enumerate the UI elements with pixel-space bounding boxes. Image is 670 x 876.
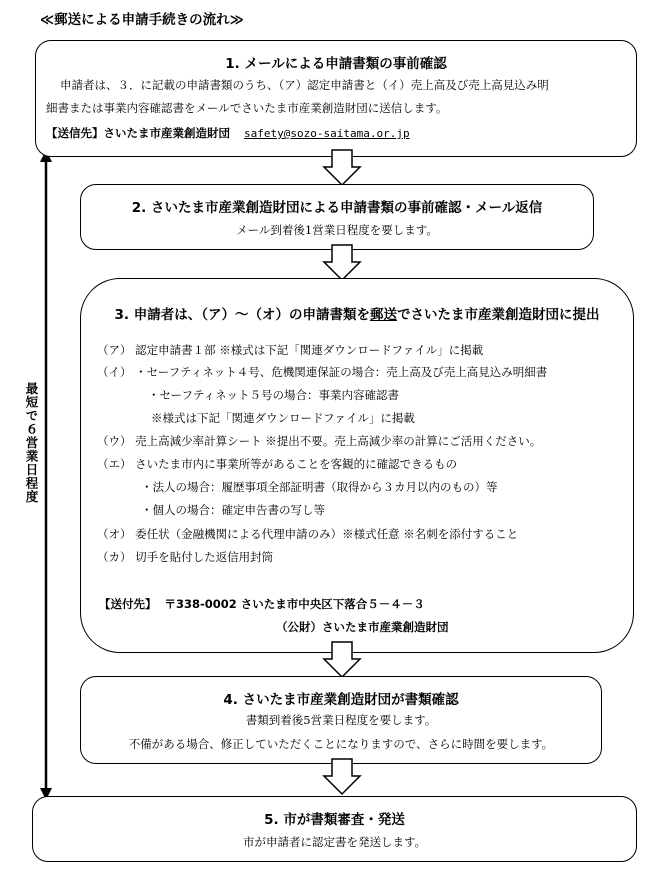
step-2-title: 2. さいたま市産業創造財団による申請書類の事前確認・メール返信 bbox=[131, 200, 543, 216]
step-1-line-2: 細書または事業内容確認書をメールでさいたま市産業創造財団に送信します。 bbox=[46, 101, 448, 115]
step-5-title: 5. 市が書類審査・発送 bbox=[264, 812, 405, 828]
duration-label: 最短で６営業日程度 bbox=[24, 382, 39, 504]
step-4-description-2: 不備がある場合、修正していただくことになりますので、さらに時間を要します。 bbox=[128, 737, 554, 751]
step-1-destination bbox=[46, 125, 410, 141]
flow-arrow-2 bbox=[322, 244, 362, 282]
document-item-i: （イ） ・セーフティネット４号、危機関連保証の場合：売上高及び売上高見込み明細書 bbox=[97, 365, 548, 379]
step-4-box bbox=[80, 676, 602, 764]
mailing-organization: （公財）さいたま市産業創造財団 bbox=[276, 620, 449, 634]
page-title: ≪郵送による申請手続きの流れ≫ bbox=[40, 12, 244, 28]
document-item-u: （ウ） 売上高減少率計算シート ※提出不要。売上高減少率の計算にご活用ください。 bbox=[97, 434, 542, 448]
step-3-title-part-2: でさいたま市産業創造財団に提出 bbox=[396, 307, 600, 323]
step-2-description: メール到着後1営業日程度を要します。 bbox=[236, 223, 438, 237]
step-4-title: 4. さいたま市産業創造財団が書類確認 bbox=[223, 692, 459, 708]
step-1-line-1: 申請者は、３．に記載の申請書類のうち、（ア）認定申請書と（イ）売上高及び売上高見込み明 bbox=[60, 78, 549, 92]
step-1-box bbox=[35, 40, 637, 157]
step-2-box bbox=[80, 184, 594, 250]
document-item-i-note: ※様式は下記「関連ダウンロードファイル」に掲載 bbox=[151, 411, 415, 425]
flow-arrow-4 bbox=[322, 758, 362, 796]
step-3-title bbox=[81, 303, 633, 323]
document-item-e-individual: ・個人の場合：確定申告書の写し等 bbox=[141, 503, 325, 517]
document-item-i-sub: ・セーフティネット５号の場合：事業内容確認書 bbox=[148, 388, 400, 402]
flow-arrow-3 bbox=[322, 641, 362, 679]
document-item-ka: （カ） 切手を貼付した返信用封筒 bbox=[97, 550, 274, 564]
document-item-o: （オ） 委任状（金融機関による代理申請のみ）※様式任意 ※名刺を添付すること bbox=[97, 527, 519, 541]
flow-arrow-1 bbox=[322, 149, 362, 187]
step-4-description-1: 書類到着後5営業日程度を要します。 bbox=[245, 713, 437, 727]
document-item-e: （エ） さいたま市内に事業所等があることを客観的に確認できるもの bbox=[97, 457, 458, 471]
timeline-double-arrow bbox=[38, 150, 54, 800]
step-3-title-mail: 郵送 bbox=[369, 307, 397, 323]
mailing-destination-label: 【送付先】 bbox=[99, 597, 157, 611]
step-1-destination-label: 【送信先】さいたま市産業創造財団 bbox=[46, 126, 230, 140]
step-5-description: 市が申請者に認定書を発送します。 bbox=[242, 835, 427, 849]
step-3-box bbox=[80, 278, 634, 653]
mailing-address bbox=[99, 596, 425, 612]
mailing-address-text: 〒338-0002 さいたま市中央区下落合５－４－３ bbox=[164, 597, 425, 611]
step-5-box bbox=[32, 796, 637, 862]
document-item-e-corporate: ・法人の場合：履歴事項全部証明書（取得から３カ月以内のもの）等 bbox=[141, 480, 498, 494]
step-1-title: 1. メールによる申請書類の事前確認 bbox=[225, 56, 447, 72]
document-item-a: （ア） 認定申請書１部 ※様式は下記「関連ダウンロードファイル」に掲載 bbox=[97, 343, 484, 357]
email-link[interactable]: safety@sozo-saitama.or.jp bbox=[244, 127, 410, 140]
step-3-title-part-1: 3. 申請者は、（ア）～（オ）の申請書類を bbox=[114, 307, 370, 323]
